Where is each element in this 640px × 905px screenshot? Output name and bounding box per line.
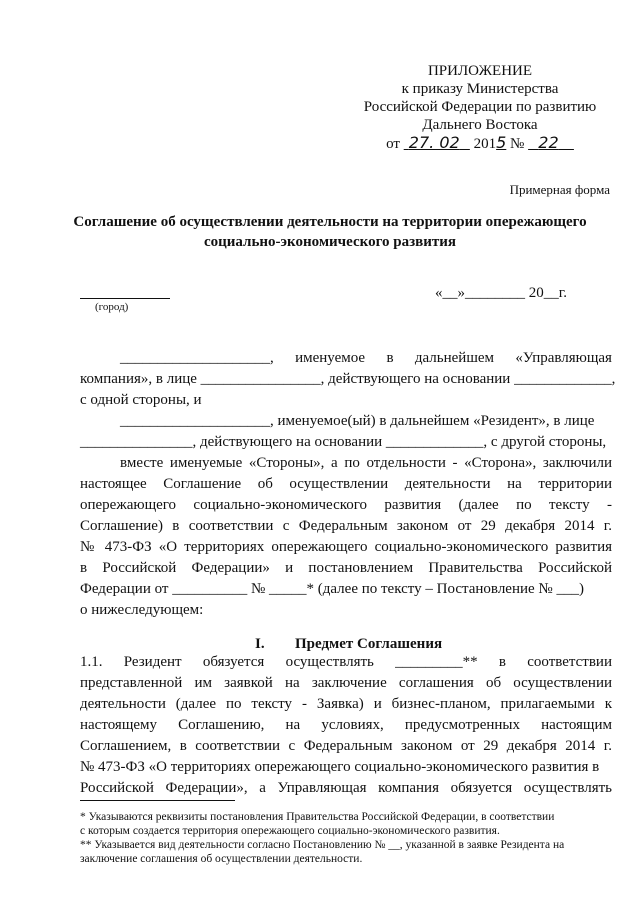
- preamble-line-3: с одной стороны, и: [80, 392, 202, 408]
- section-title: Предмет Соглашения: [295, 636, 443, 652]
- handwritten-year: 5: [496, 133, 507, 152]
- clause-number: 1.1.: [80, 654, 103, 670]
- preamble-line-6: вместе именуемые «Стороны», а по отдельности - «Сторона», заключили: [120, 455, 612, 471]
- word: «Управляющая: [515, 350, 612, 366]
- preamble-line-8: опережающего социально-экономического развития (далее по тексту -: [80, 497, 612, 513]
- footnote-1: [80, 810, 615, 838]
- handwritten-date: 27. 02: [408, 133, 460, 152]
- clause-line-4: настоящему Соглашению, на условиях, предусмотренных настоящим: [80, 717, 612, 733]
- preamble-line-11: в Российской Федерации» и постановлением Правительства Российской: [80, 560, 612, 576]
- appendix-header: [340, 62, 620, 153]
- preamble-line-9: Соглашение) в соответствии с Федеральным законом от 29 декабря 2014 г.: [80, 518, 612, 534]
- clause-1-1: [80, 652, 612, 799]
- clause-line-7: Российской Федерации», а Управляющая компания обязуется осуществлять: [80, 780, 612, 796]
- blank-party-1: ____________________,: [120, 350, 274, 366]
- footnote-1-line-2: с которым создается территория опережающего социально-экономического развития.: [80, 825, 500, 837]
- word: осуществлять: [285, 654, 374, 670]
- preamble-line-2: компания», в лице ________________, действующего на основании _____________,: [80, 371, 616, 387]
- appendix-date-number: [340, 134, 620, 153]
- footnote-1-line-1: * Указываются реквизиты постановления Правительства Российской Федерации, в соответствии: [80, 811, 555, 823]
- preamble-line-10: № 473-ФЗ «О территориях опережающего социально-экономического развития: [80, 539, 612, 555]
- preamble-line-5: _______________, действующего на основании _____________, с другой стороны,: [80, 434, 607, 450]
- word: в: [498, 654, 506, 670]
- clause-line-1: [80, 652, 612, 673]
- clause-line-5: Соглашением, в соответствии с Федеральным законом от 29 декабря 2014 г.: [80, 738, 612, 754]
- appendix-line-1: к приказу Министерства: [401, 81, 559, 97]
- clause-line-3: деятельности (далее по тексту - Заявка) и бизнес-планом, прилагаемыми к: [80, 696, 612, 712]
- preamble: [80, 348, 616, 621]
- footnote-2: [80, 838, 615, 866]
- word: в: [386, 350, 394, 366]
- word: обязуется: [202, 654, 265, 670]
- city-label: (город): [95, 301, 129, 313]
- footnote-2-line-1: ** Указывается вид деятельности согласно Постановлению № __, указанной в заявке Резидента на: [80, 839, 565, 851]
- preamble-line-13: о нижеследующем:: [80, 602, 204, 618]
- number-label: №: [510, 136, 525, 152]
- word: именуемое: [295, 350, 366, 366]
- agreement-date-line: «__»________ 20__г.: [435, 285, 567, 301]
- city-blank-line: [80, 297, 170, 299]
- word: соответствии: [527, 654, 612, 670]
- form-note: Примерная форма: [509, 182, 610, 197]
- document-title: [70, 212, 590, 252]
- preamble-line-4: ____________________, именуемое(ый) в дальнейшем «Резидент», в лице: [120, 413, 595, 429]
- clause-line-2: представленной им заявкой на заключение соглашения об осуществлении: [80, 675, 612, 691]
- word: дальнейшем: [414, 350, 495, 366]
- preamble-line-12: Федерации от __________ № _____* (далее по тексту – Постановление № ___): [80, 581, 584, 597]
- appendix-line-2: Российской Федерации по развитию: [363, 99, 597, 115]
- handwritten-number: 22: [538, 133, 559, 152]
- clause-line-6: № 473-ФЗ «О территориях опережающего социально-экономического развития в: [80, 759, 600, 775]
- appendix-line-3: Дальнего Востока: [422, 117, 538, 133]
- footnote-2-line-2: заключение соглашения об осуществлении деятельности.: [80, 853, 363, 865]
- from-label: от: [386, 136, 400, 152]
- appendix-title: ПРИЛОЖЕНИЕ: [427, 63, 533, 79]
- activity-blank: _________**: [395, 654, 478, 670]
- year-prefix: 201: [473, 136, 497, 152]
- word: Резидент: [123, 654, 182, 670]
- title-line-1: Соглашение об осуществлении деятельности на территории опережающего: [73, 214, 587, 230]
- section-numeral: I.: [255, 636, 265, 652]
- title-line-2: социально-экономического развития: [203, 234, 457, 250]
- preamble-line-1: [80, 348, 612, 369]
- footnote-separator: [80, 800, 235, 801]
- preamble-line-7: настоящее Соглашение об осуществлении деятельности на территории: [80, 476, 612, 492]
